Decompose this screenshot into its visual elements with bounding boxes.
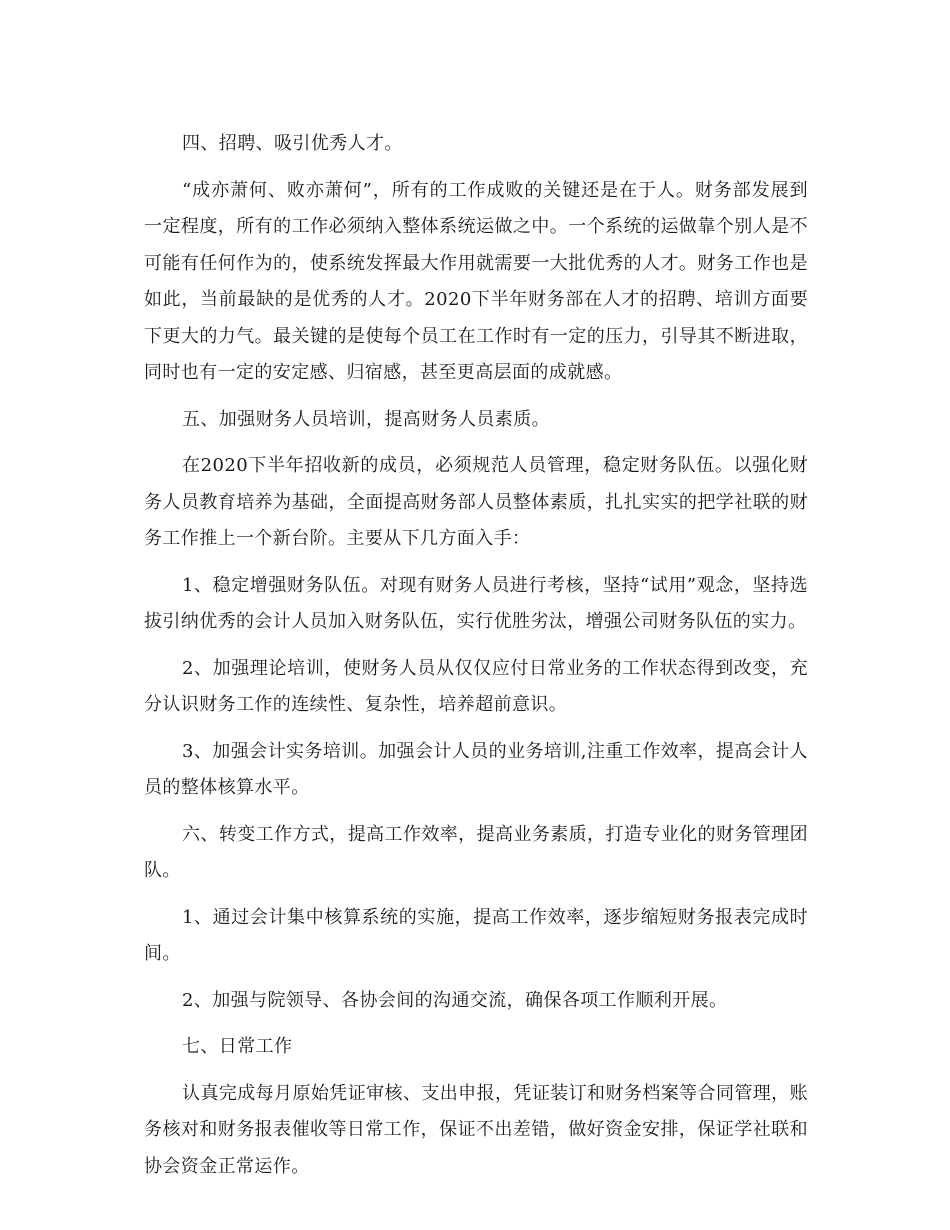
- paragraph-talent: “成亦萧何、败亦萧何”，所有的工作成败的关键还是在于人。财务部发展到一定程度，所有的工作必须纳入整体系统运做之中。一个系统的运做靠个别人是不可能有任何作为的，使系统发挥最大作用就需要一大批优秀的人才。财务工作也是如此，当前最缺的是优秀的人才。2020下半年财务部在人才的招聘、培训方面要下更大的力气。最关键的是使每个员工在工作时有一定的压力，引导其不断进取，同时也有一定的安定感、归宿感，甚至更高层面的成就感。: [144, 179, 808, 383]
- list-item-accounting-system: 1、通过会计集中核算系统的实施，提高工作效率，逐步缩短财务报表完成时间。: [144, 906, 808, 964]
- section-heading-recruitment: 四、招聘、吸引优秀人才。: [182, 133, 403, 154]
- section-heading-workstyle: 六、转变工作方式，提高工作效率，提高业务素质，打造专业化的财务管理团队。: [144, 823, 808, 881]
- list-item-communication: 2、加强与院领导、各协会间的沟通交流，确保各项工作顺利开展。: [182, 989, 728, 1011]
- list-item-practice: 3、加强会计实务培训。加强会计人员的业务培训,注重工作效率，提高会计人员的整体核算水平。: [144, 740, 808, 798]
- list-item-team: 1、稳定增强财务队伍。对现有财务人员进行考核，坚持“试用”观念，坚持选拔引纳优秀的会计人员加入财务队伍，实行优胜劣汰，增强公司财务队伍的实力。: [144, 574, 808, 632]
- paragraph-daily-work: 认真完成每月原始凭证审核、支出申报，凭证装订和财务档案等合同管理，账务核对和财务报表催收等日常工作，保证不出差错，做好资金安排，保证学社联和协会资金正常运作。: [144, 1082, 808, 1177]
- section-heading-training: 五、加强财务人员培训，提高财务人员素质。: [182, 408, 550, 430]
- list-item-theory: 2、加强理论培训，使财务人员从仅仅应付日常业务的工作状态得到改变，充分认识财务工作的连续性、复杂性，培养超前意识。: [144, 657, 808, 715]
- document-body: [144, 126, 808, 1195]
- section-heading-daily-work: 七、日常工作: [182, 1036, 293, 1057]
- paragraph-training-intro: 在2020下半年招收新的成员，必须规范人员管理，稳定财务队伍。以强化财务人员教育培养为基础，全面提高财务部人员整体素质，扎扎实实的把学社联的财务工作推上一个新台阶。主要从下几方面入手：: [144, 455, 808, 549]
